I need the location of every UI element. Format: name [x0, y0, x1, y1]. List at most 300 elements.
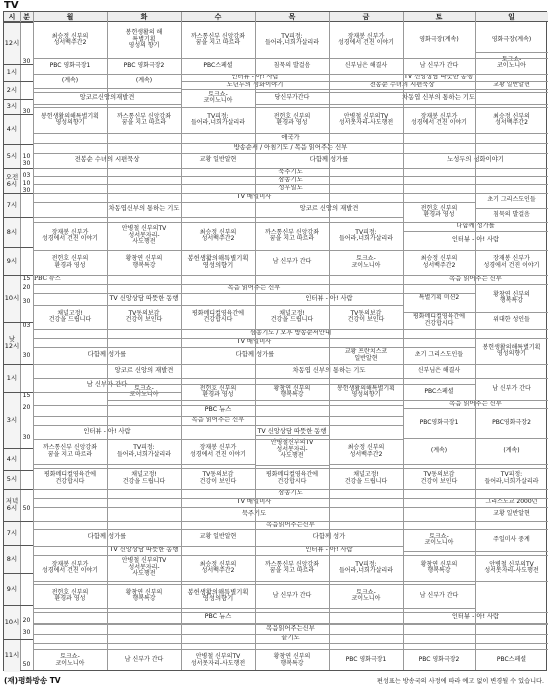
row-divider: [181, 608, 255, 609]
row-divider: [181, 153, 255, 154]
hour-divider: [4, 322, 33, 323]
row-divider: [181, 529, 255, 530]
row-divider: [475, 649, 548, 650]
row-divider: [403, 400, 548, 401]
program-cell: 신부님은 해결사: [344, 61, 388, 69]
hour-divider: [4, 247, 33, 248]
row-divider: [33, 222, 107, 223]
row-divider: [33, 176, 548, 177]
row-divider: [107, 400, 181, 401]
program-cell: PBC영화극장1: [419, 418, 459, 426]
hour-label: 11시: [4, 639, 20, 672]
minute-label: 03: [22, 172, 31, 179]
program-cell: 최승정 신부의 성서백주간2: [493, 112, 530, 126]
row-divider: [475, 438, 548, 439]
program-cell: TV동의보감 건강이 보인다: [125, 309, 163, 323]
row-divider: [475, 208, 548, 209]
row-divider: [329, 649, 403, 650]
program-cell: 인터뷰 - 아! 사람: [451, 236, 500, 244]
row-divider: [475, 378, 548, 379]
program-cell: 까스통신부 신앙강좌 꿈을 지고 따르라: [264, 560, 320, 574]
program-cell: 삼종기도: [278, 176, 303, 183]
row-divider: [329, 74, 548, 75]
row-divider: [181, 81, 329, 82]
hour-label: 오전 6시: [4, 168, 20, 193]
row-divider: [255, 153, 403, 154]
row-divider: [107, 305, 181, 306]
minute-label: 50: [22, 661, 31, 668]
row-divider: [33, 581, 107, 582]
row-divider: [403, 231, 548, 232]
row-divider: [255, 275, 329, 276]
program-cell: 앙코르 신앙의 재발견: [299, 205, 359, 213]
program-cell: 남 신부가 간다: [86, 380, 128, 388]
row-divider: [475, 555, 548, 556]
program-cell: (계속): [135, 76, 153, 84]
row-divider: [33, 74, 107, 75]
column-divider: [475, 12, 476, 670]
row-divider: [403, 468, 475, 469]
schedule-grid: [3, 11, 547, 671]
program-cell: TV 신앙상담 따뜻한 동행: [257, 427, 327, 435]
header-hour: 시: [4, 12, 20, 22]
row-divider: [255, 468, 329, 469]
program-cell: TV피정: 들어라,너희가살리라: [116, 444, 172, 458]
program-cell: 교황 일반알현: [199, 156, 237, 164]
row-divider: [33, 634, 548, 635]
program-cell: 그리스도교 2000년: [485, 498, 538, 506]
row-divider: [403, 107, 475, 108]
hour-label: 8시: [4, 545, 20, 573]
program-cell: TV 매일미사: [236, 498, 272, 506]
row-divider: [181, 584, 255, 585]
program-cell: 침묵의 발걸음: [493, 210, 530, 218]
program-cell: 평화메디컬영육간에 건강합시다: [265, 471, 319, 485]
program-cell: 성무일도: [278, 184, 303, 192]
row-divider: [403, 408, 475, 409]
program-cell: TV동의보감 건강이 보인다: [420, 471, 458, 485]
column-divider: [107, 12, 108, 670]
hour-divider: [4, 217, 33, 218]
row-divider: [329, 58, 403, 59]
hour-label: 3시: [4, 99, 20, 114]
row-divider: [255, 581, 329, 582]
hour-divider: [4, 639, 33, 640]
hour-label: 9시: [4, 573, 20, 605]
row-divider: [329, 347, 403, 348]
program-cell: 토크쇼- 코이노니아: [55, 653, 85, 667]
program-cell: 최승정 신부의 성서백주간2: [420, 255, 458, 269]
hour-label: 12시: [4, 22, 20, 64]
minute-label: 15: [22, 392, 31, 399]
row-divider: [255, 58, 329, 59]
row-divider: [255, 217, 403, 218]
row-divider: [329, 608, 403, 609]
row-divider: [33, 608, 107, 609]
hour-divider: [4, 489, 33, 490]
row-divider: [181, 649, 255, 650]
minute-label: 30: [22, 352, 31, 359]
program-cell: 다함께 성가를: [456, 222, 495, 230]
row-divider: [33, 364, 255, 365]
minute-label: 20: [22, 284, 31, 291]
program-cell: 최승정 신부의 성서백주간2: [199, 560, 237, 574]
hour-label: 낮 12시: [4, 322, 20, 364]
row-divider: [107, 222, 181, 223]
row-divider: [33, 202, 255, 203]
program-cell: 삼종기도: [278, 489, 303, 497]
program-cell: 평화메디컬영육간에 건강합시다: [412, 313, 466, 327]
row-divider: [33, 612, 403, 613]
program-cell: 특별기획 미션2: [418, 293, 460, 301]
row-divider: [33, 338, 475, 339]
minute-label: 30: [22, 160, 31, 167]
row-divider: [403, 529, 475, 530]
row-divider: [329, 92, 548, 93]
program-cell: 노성두의 성화이야기: [447, 156, 504, 164]
program-cell: 황창연 신부의 행복특강: [273, 384, 311, 398]
row-divider: [181, 58, 255, 59]
row-divider: [33, 250, 107, 251]
program-cell: TV피정: 들어라,너희가살리라: [264, 32, 320, 46]
hour-label: 5시: [4, 470, 20, 489]
program-cell: 장재봉 신부가 성경에서 건진 이야기: [483, 255, 540, 269]
program-cell: 당신부가간다: [274, 93, 310, 101]
row-divider: [475, 58, 548, 59]
row-divider: [181, 222, 255, 223]
program-cell: PBC스페셜: [424, 387, 454, 395]
row-divider: [33, 329, 548, 330]
header-day-wed: 수: [181, 12, 255, 22]
program-cell: 까스통신부 신앙강좌 꿈을 지고 따르라: [116, 112, 172, 126]
hour-divider: [4, 114, 33, 115]
row-divider: [255, 293, 403, 294]
row-divider: [33, 464, 107, 465]
program-cell: TV 신앙상담 따뜻한 동행: [109, 294, 179, 302]
row-divider: [329, 81, 475, 82]
row-divider: [475, 250, 548, 251]
row-divider: [329, 400, 403, 401]
program-cell: 전봉순 수녀의 시편묵상: [369, 81, 435, 88]
row-divider: [403, 464, 475, 465]
program-cell: (계속): [503, 446, 520, 454]
program-cell: 남 신부가 간다: [492, 384, 531, 392]
row-divider: [475, 464, 548, 465]
row-divider: [329, 584, 403, 585]
row-divider: [403, 275, 548, 276]
header-minute: 분: [20, 12, 33, 22]
minute-label: 30: [22, 434, 31, 441]
program-cell: (계속): [61, 76, 79, 84]
minute-label: 30: [22, 629, 31, 636]
program-cell: 위대한 성인들: [493, 316, 530, 324]
row-divider: [475, 498, 548, 499]
row-divider: [475, 364, 548, 365]
program-cell: TV피정: 들어라,너희가살리라: [190, 112, 246, 126]
column-divider: [329, 12, 330, 670]
row-divider: [33, 529, 181, 530]
row-divider: [329, 275, 403, 276]
row-divider: [33, 546, 255, 547]
program-cell: 평화메디컬영육간에 건강합시다: [43, 471, 97, 485]
row-divider: [403, 649, 475, 650]
program-cell: 봉헌생활의해특별기획 영성의향기: [482, 343, 541, 357]
minute-label: 20: [22, 617, 31, 624]
row-divider: [107, 439, 181, 440]
program-cell: 인터뷰 - 아! 사람: [83, 427, 131, 435]
row-divider: [33, 507, 475, 508]
program-cell: PBC 뉴스: [34, 275, 61, 283]
row-divider: [403, 555, 475, 556]
hour-label: 10시: [4, 275, 20, 322]
row-divider: [255, 608, 329, 609]
row-divider: [33, 58, 107, 59]
program-cell: TV동의보감 건강이 보인다: [199, 471, 237, 485]
row-divider: [403, 58, 475, 59]
row-divider: [255, 104, 329, 105]
program-cell: 토크쇼- 코이노니아: [351, 255, 381, 269]
hour-divider: [4, 275, 33, 276]
row-divider: [181, 400, 255, 401]
row-divider: [403, 584, 475, 585]
row-divider: [255, 364, 403, 365]
program-cell: PBC 영화극장2: [123, 61, 165, 69]
row-divider: [403, 222, 548, 223]
row-divider: [255, 92, 329, 93]
row-divider: [181, 581, 255, 582]
row-divider: [33, 92, 181, 93]
row-divider: [403, 250, 475, 251]
program-cell: 토크쇼- 코이노니아: [497, 55, 526, 69]
hour-divider: [4, 470, 33, 471]
row-divider: [33, 489, 548, 490]
row-divider: [329, 107, 403, 108]
row-divider: [33, 133, 548, 134]
program-cell: 다함께 성가를: [235, 351, 275, 359]
program-cell: 다함께 성가를: [87, 351, 127, 359]
program-cell: 장재봉 신부가 성경에서 건진 이야기: [42, 228, 98, 242]
program-cell: 채널고정! 건강을 드립니다: [122, 471, 166, 485]
row-divider: [475, 507, 548, 508]
column-divider: [255, 12, 256, 670]
header-day-tue: 화: [107, 12, 181, 22]
row-divider: [33, 521, 548, 522]
program-cell: 노년두의 성화이야기: [226, 81, 284, 88]
row-divider: [329, 464, 403, 465]
row-divider: [33, 392, 181, 393]
program-cell: 장재봉 신부가 성경에서 건진 이야기: [338, 32, 394, 46]
program-cell: 침묵의 발걸음: [273, 61, 311, 69]
row-divider: [181, 347, 329, 348]
program-cell: 복음 읽어주는 신부: [191, 416, 245, 424]
row-divider: [181, 555, 255, 556]
program-cell: PBC 뉴스: [204, 406, 232, 414]
hour-label: 1시: [4, 64, 20, 81]
minute-label: 10: [22, 153, 31, 160]
program-cell: 전헌호 신부의 환경과 영성: [420, 204, 458, 218]
program-cell: 인터뷰 - 아! 사람: [231, 74, 279, 81]
program-cell: TV 신앙상담 따뜻한 동행: [109, 546, 179, 554]
program-cell: TV피정: 들어라,너희가살리라: [338, 560, 394, 574]
row-divider: [107, 250, 181, 251]
column-divider: [181, 12, 182, 670]
hour-label: 8시: [4, 217, 20, 247]
hour-label: 저녁 6시: [4, 489, 20, 521]
row-divider: [329, 581, 403, 582]
program-cell: 토크쇼- 코이노니아: [129, 384, 159, 398]
hour-divider: [4, 144, 33, 145]
program-cell: 앙코르 신앙의 재발견: [114, 366, 174, 374]
hour-divider: [4, 99, 33, 100]
hour-divider: [4, 605, 33, 606]
row-divider: [107, 584, 181, 585]
program-cell: TV 매일미사: [236, 193, 272, 201]
row-divider: [107, 649, 181, 650]
row-divider: [403, 347, 475, 348]
program-cell: TV피정: 들어라,너희가살리라: [338, 228, 394, 242]
program-cell: 토크쇼- 코이노니아: [203, 90, 233, 104]
program-cell: 다함께 성가를: [87, 533, 127, 541]
row-divider: [33, 624, 548, 625]
program-cell: 황창연 신부의 행복특강: [420, 560, 458, 574]
hour-label: 9시: [4, 247, 20, 275]
row-divider: [329, 468, 403, 469]
program-cell: 교황 일반알현: [493, 509, 530, 517]
row-divider: [329, 89, 475, 90]
row-divider: [107, 74, 181, 75]
row-divider: [475, 193, 548, 194]
program-cell: 전헌호 신부의 환경과 영성: [273, 112, 311, 126]
program-cell: PBC스페셜: [496, 656, 527, 664]
program-cell: 초기 그리스도인들: [487, 196, 536, 204]
row-divider: [403, 364, 475, 365]
program-cell: 복음 읽어주는 신부: [449, 400, 502, 407]
hour-label: 7시: [4, 193, 20, 217]
row-divider: [33, 193, 475, 194]
row-divider: [475, 284, 548, 285]
row-divider: [403, 438, 475, 439]
program-cell: 까스통신부 신앙강좌 꿈을 지고 따르라: [264, 228, 320, 242]
row-divider: [403, 202, 475, 203]
row-divider: [403, 384, 475, 385]
row-divider: [33, 649, 107, 650]
row-divider: [33, 347, 181, 348]
program-cell: 최승정 신부의 성서백주간2: [347, 444, 385, 458]
program-cell: 채널고정! 건강을 드립니다: [344, 471, 388, 485]
row-divider: [33, 405, 403, 406]
row-divider: [255, 400, 329, 401]
row-divider: [33, 584, 107, 585]
footer-source: (재)평화방송 TV: [4, 676, 61, 685]
hour-divider: [4, 545, 33, 546]
row-divider: [33, 643, 548, 644]
row-divider: [33, 143, 548, 144]
row-divider: [181, 464, 255, 465]
minute-label: 10: [22, 180, 31, 187]
program-cell: 영화극장(계속): [419, 35, 459, 43]
row-divider: [475, 551, 548, 552]
row-divider: [403, 312, 475, 313]
header-day-mon: 월: [33, 12, 107, 22]
program-cell: 차동엽신부의 통하는 기도: [108, 205, 180, 213]
program-cell: PBC 영화극장1: [49, 61, 91, 69]
row-divider: [403, 284, 475, 285]
row-divider: [475, 408, 548, 409]
row-divider: [255, 555, 329, 556]
program-cell: 안병철 신부의TV 성서못자리-사도행전: [190, 653, 246, 667]
footer-note: 편성표는 방송국의 사정에 따라 예고 없이 변경될 수 있습니다.: [376, 678, 544, 685]
program-cell: 다함께 성가: [312, 533, 346, 541]
row-divider: [107, 88, 181, 89]
minute-label: 30: [22, 58, 31, 65]
row-divider: [33, 184, 548, 185]
row-divider: [107, 464, 181, 465]
hour-divider: [4, 168, 33, 169]
minute-label: 30: [22, 187, 31, 194]
program-cell: 다함께 성가를: [309, 156, 349, 164]
row-divider: [255, 529, 403, 530]
program-cell: 안병철 신부의TV 성서못자리-사도행전: [338, 112, 394, 126]
program-cell: 교황 프란치스코 일반알현: [344, 348, 388, 362]
row-divider: [403, 612, 548, 613]
row-divider: [33, 217, 255, 218]
program-cell: 인터뷰 - 아! 사람: [305, 294, 353, 302]
program-cell: PBC스페셜: [203, 61, 233, 69]
header-day-sat: 토: [403, 12, 475, 22]
program-cell: 남 신부가 간다: [419, 591, 459, 599]
row-divider: [475, 52, 548, 53]
row-divider: [475, 312, 548, 313]
row-divider: [33, 305, 107, 306]
row-divider: [181, 384, 255, 385]
row-divider: [255, 649, 329, 650]
program-cell: 평화메디컬영육간에 건강합시다: [191, 309, 245, 323]
minute-label: 30: [22, 298, 31, 305]
program-cell: 복음읽어주는신부: [266, 624, 315, 632]
program-cell: 전헌호 신부의 환경과 영성: [51, 255, 89, 269]
program-cell: 교황 일반알현: [199, 533, 237, 541]
row-divider: [329, 250, 403, 251]
minute-label: 03: [22, 322, 31, 329]
program-cell: 장재봉 신부가 성경에서 건진 이야기: [190, 444, 246, 458]
program-cell: 남 신부가 간다: [272, 258, 312, 266]
row-divider: [403, 581, 475, 582]
hour-divider: [4, 573, 33, 574]
program-cell: 삼종기도 / 오후 방송순서안내: [249, 329, 332, 337]
row-divider: [107, 608, 181, 609]
program-cell: 복음 읽어주는 신부: [227, 284, 281, 292]
row-divider: [255, 107, 329, 108]
hour-label: 4시: [4, 114, 20, 144]
hour-divider: [4, 22, 33, 23]
program-cell: 최승정 신부의 성서백주간2: [51, 32, 89, 46]
row-divider: [329, 555, 403, 556]
hour-label: 7시: [4, 521, 20, 545]
row-divider: [181, 275, 255, 276]
hour-label: 4시: [4, 448, 20, 470]
program-cell: TV피정: 들어라,너희가살리라: [484, 471, 539, 485]
program-cell: 남 신부가 간다: [272, 591, 312, 599]
program-cell: 황창연 신부의 행복특강: [125, 588, 163, 602]
program-cell: 황창연 신부의 행복특강: [125, 255, 163, 269]
row-divider: [33, 555, 107, 556]
row-divider: [329, 439, 403, 440]
program-cell: 앙코르신앙의재발견: [79, 93, 135, 101]
program-cell: 채널고정! 건강을 드립니다: [48, 309, 92, 323]
row-divider: [403, 608, 475, 609]
program-cell: 안병철신부의TV 성서못자리- 사도행전: [270, 439, 314, 460]
program-cell: 묵주기도: [278, 168, 303, 175]
